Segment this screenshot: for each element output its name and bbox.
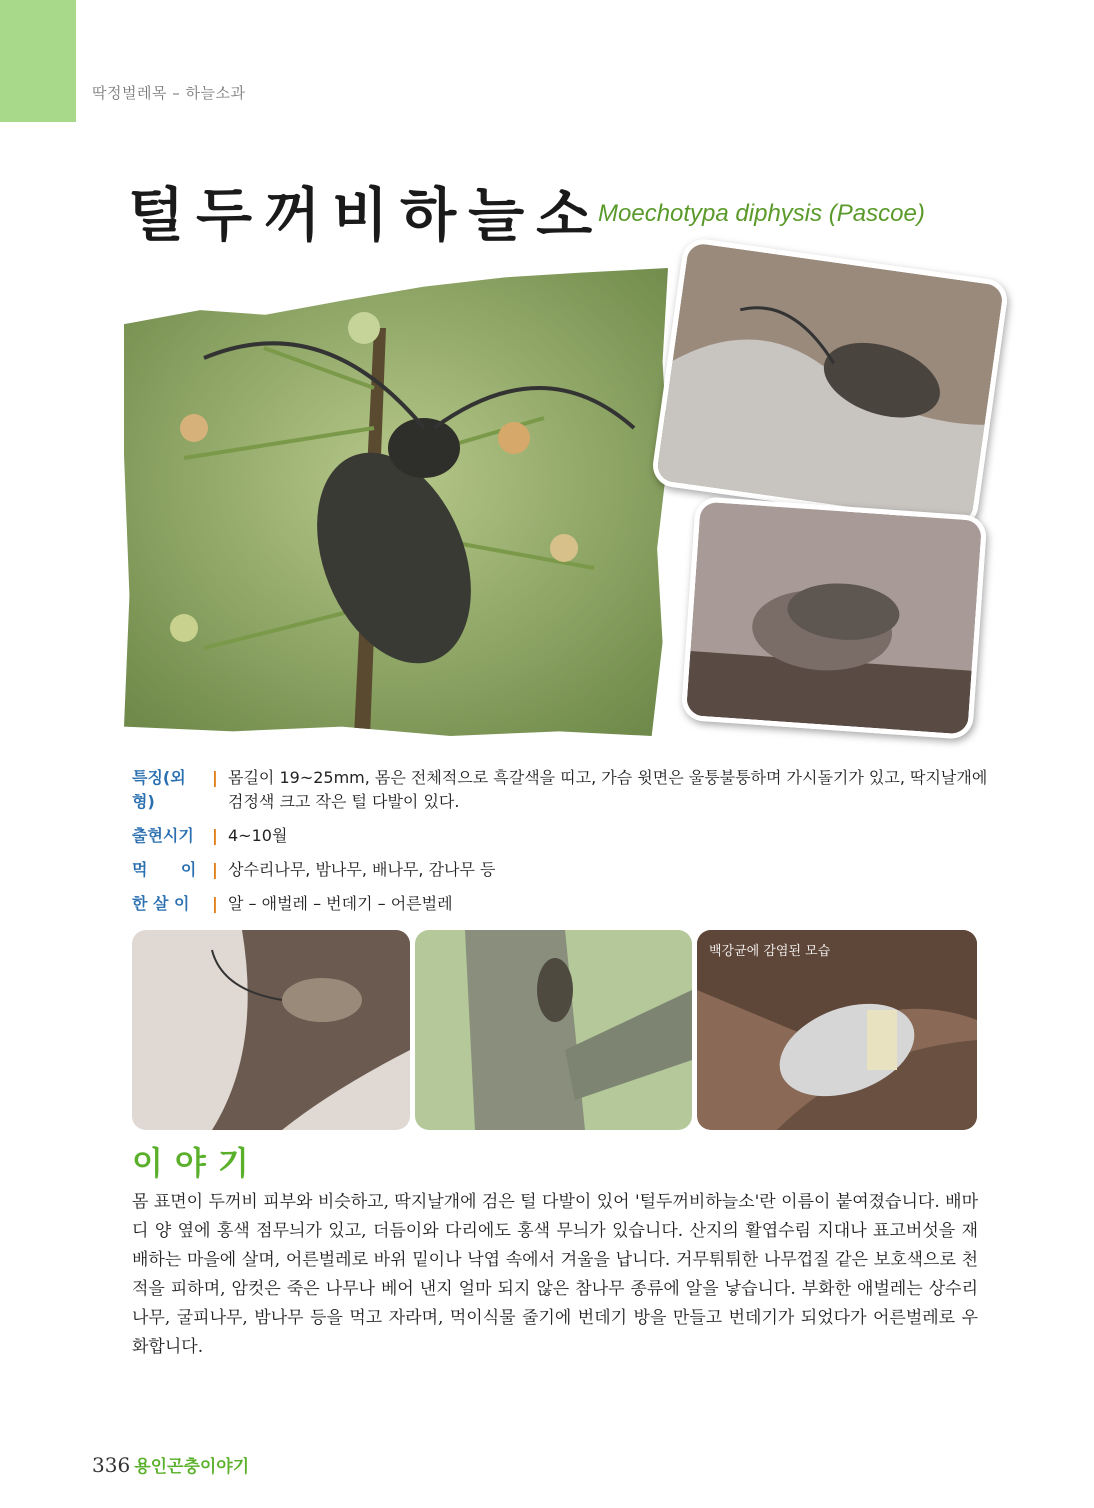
info-row-features bbox=[132, 766, 998, 814]
info-divider: | bbox=[212, 894, 218, 913]
info-label: 먹 이 bbox=[132, 860, 197, 879]
photo-caption: 백강균에 감염된 모습 bbox=[709, 944, 831, 959]
info-value: 4~10월 bbox=[228, 826, 288, 845]
infected-photo bbox=[697, 930, 977, 1130]
info-value: 상수리나무, 밤나무, 배나무, 감나무 등 bbox=[228, 860, 496, 879]
info-value: 알 – 애벌레 – 번데기 – 어른벌레 bbox=[228, 894, 453, 913]
book-title: 용인곤충이야기 bbox=[134, 1457, 250, 1477]
breadcrumb: 딱정벌레목 – 하늘소과 bbox=[92, 84, 246, 102]
main-photo bbox=[124, 268, 668, 736]
page-number: 336 bbox=[92, 1453, 131, 1477]
info-label: 특징(외형) bbox=[132, 768, 186, 811]
story-text: 몸 표면이 두꺼비 피부와 비슷하고, 딱지날개에 검은 털 다발이 있어 '털두꺼비하늘소'란 이름이 붙여졌습니다. 배마디 양 옆에 홍색 점무늬가 있고, 더듬이와 다리에도 홍색 무늬가 있습니다. 산지의 활엽수림 지대나 표고버섯을 재배하는 마을에 살며, 어른벌레로 바위 밑이나 낙엽 속에서 겨울을 납니다. 거무튀튀한 나무껍질 같은 보호색으로 천적을 피하며, 암컷은 죽은 나무나 베어 낸지 얼마 되지 않은 참나무 종류에 알을 낳습니다. 부화한 애벌레는 상수리나무, 굴피나무, 밤나무 등을 먹고 자라며, 먹이식물 줄기에 번데기 방을 만들고 번데기가 되었다가 어른벌레로 우화합니다. bbox=[132, 1192, 978, 1357]
scientific-name: Moechotypa diphysis (Pascoe) bbox=[598, 200, 925, 227]
rock-photo bbox=[650, 236, 1010, 529]
info-divider: | bbox=[212, 768, 218, 787]
bark-photo-2 bbox=[415, 930, 692, 1130]
page-title: 털두꺼비하늘소 bbox=[128, 181, 605, 249]
info-label: 출현시기 bbox=[132, 826, 194, 845]
page-footer bbox=[92, 1452, 249, 1477]
info-value: 몸길이 19~25mm, 몸은 전체적으로 흑갈색을 띠고, 가슴 윗면은 울퉁불퉁하며 가시돌기가 있고, 딱지날개에 검정색 크고 작은 털 다발이 있다. bbox=[228, 768, 988, 811]
section-tab bbox=[0, 0, 76, 122]
story-heading: 이야기 bbox=[132, 1144, 261, 1182]
mating-photo bbox=[681, 496, 988, 740]
info-divider: | bbox=[212, 860, 218, 879]
info-divider: | bbox=[212, 826, 218, 845]
bark-photo-1 bbox=[132, 930, 410, 1130]
info-label: 한 살 이 bbox=[132, 894, 190, 913]
